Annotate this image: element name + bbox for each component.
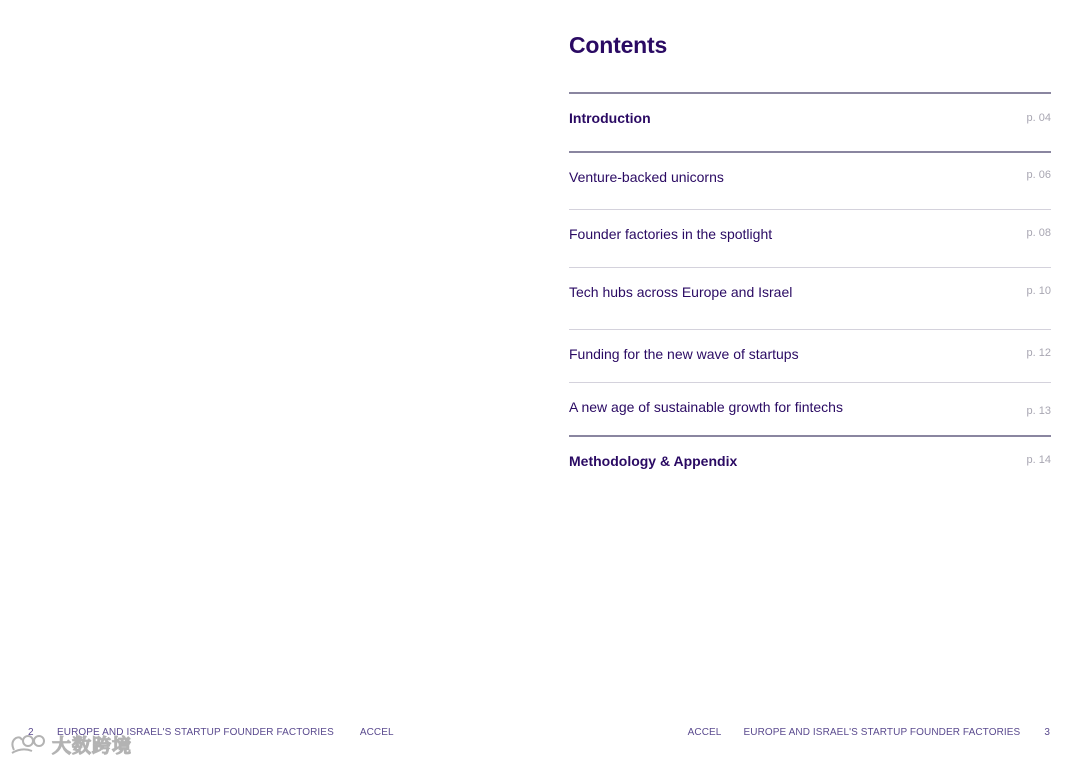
toc-entry-title: Funding for the new wave of startups (569, 346, 799, 362)
contents-heading: Contents (569, 32, 668, 58)
right-footer-report-title: EUROPE AND ISRAEL'S STARTUP FOUNDER FACTORIES (743, 727, 1021, 738)
toc-entry-title: A new age of sustainable growth for fintechs (569, 399, 843, 415)
toc-entry-title: Venture-backed unicorns (569, 169, 724, 185)
toc-entry-venture-backed-unicorns[interactable] (569, 151, 1051, 210)
toc-entry-funding[interactable] (569, 329, 1051, 383)
toc-entry-title: Founder factories in the spotlight (569, 226, 773, 242)
watermark-text: 大数跨境 (52, 734, 133, 757)
toc-entry-methodology[interactable] (569, 435, 1051, 481)
toc-entry-page: p. 04 (1026, 112, 1051, 124)
left-page-number: 2 (28, 727, 34, 738)
toc-entry-founder-factories[interactable] (569, 209, 1051, 268)
table-of-contents (569, 30, 1051, 469)
toc-entry-page: p. 10 (1026, 285, 1051, 297)
left-footer-brand: ACCEL (359, 727, 394, 738)
right-footer-brand: ACCEL (687, 727, 722, 738)
toc-entry-title: Introduction (569, 110, 651, 126)
toc-entry-introduction[interactable] (569, 92, 1051, 152)
watermark (8, 730, 132, 758)
toc-entry-title: Tech hubs across Europe and Israel (569, 284, 793, 300)
toc-entry-page: p. 06 (1026, 169, 1051, 181)
toc-entry-page: p. 14 (1026, 454, 1051, 466)
right-page-number: 3 (1044, 727, 1050, 738)
left-footer-report-title: EUROPE AND ISRAEL'S STARTUP FOUNDER FACTORIES (57, 727, 334, 738)
toc-entry-page: p. 12 (1026, 347, 1051, 359)
watermark-logo-icon (8, 730, 48, 758)
toc-entry-page: p. 08 (1026, 227, 1051, 239)
toc-entry-fintechs[interactable] (569, 382, 1051, 436)
toc-entry-tech-hubs[interactable] (569, 267, 1051, 329)
toc-entry-page: p. 13 (1026, 405, 1051, 417)
right-page-footer (688, 727, 1050, 738)
toc-entry-title: Methodology & Appendix (569, 453, 738, 469)
